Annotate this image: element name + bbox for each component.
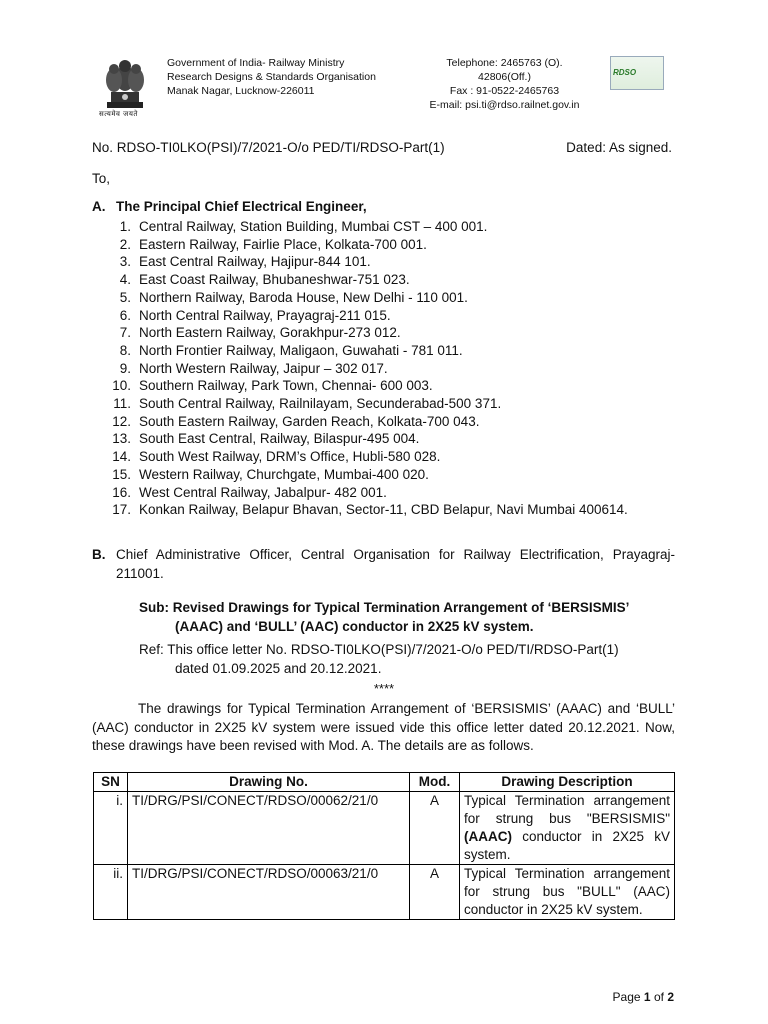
org-line-1: Government of India- Railway Ministry <box>167 57 345 69</box>
list-item-text: North Eastern Railway, Gorakhpur-273 012. <box>139 325 401 341</box>
page-of: of <box>653 990 664 1004</box>
table-row <box>94 865 675 920</box>
list-item <box>100 236 675 254</box>
list-item-number: 1. <box>119 219 131 234</box>
page-number <box>613 990 674 1004</box>
header-description: Drawing Description <box>460 773 675 792</box>
list-item <box>100 484 675 502</box>
list-item-number: 8. <box>119 342 131 358</box>
separator: **** <box>373 681 395 696</box>
list-item-number: 9. <box>119 360 131 376</box>
row-sn: i. <box>94 792 128 865</box>
page-current: 1 <box>643 990 651 1004</box>
list-item-number: 2. <box>119 236 131 252</box>
list-item <box>100 448 675 466</box>
list-item-text: East Central Railway, Hajipur-844 101. <box>139 254 371 270</box>
email: E-mail: psi.ti@rdso.railnet.gov.in <box>429 99 580 111</box>
row-mod: A <box>410 865 460 920</box>
subject-line-2: (AAAC) and ‘BULL’ (AAC) conductor in 2X25 kV system. <box>175 619 534 634</box>
page-label: Page <box>612 990 641 1004</box>
fax: Fax : 91-0522-2465763 <box>449 85 560 97</box>
telephone: Telephone: 2465763 (O). <box>446 57 563 69</box>
letterhead <box>92 52 682 124</box>
row-description-pre: Typical Termination arrangement for strung bus "BULL" (AAC) conductor in 2X25 kV system. <box>464 866 670 917</box>
salutation-to: To, <box>92 171 111 186</box>
body-paragraph: The drawings for Typical Termination Arrangement of ‘BERSISMIS’ (AAAC) and ‘BULL’ (AAC) conductor in 2X25 kV system were issued vide this office letter dated 20.12.2021. Now, these drawings have been revised with Mod. A. The details are as follows. <box>92 701 675 753</box>
list-item-number: 14. <box>112 449 131 465</box>
list-item-number: 12. <box>112 413 131 429</box>
row-description <box>460 792 675 865</box>
list-item-number: 13. <box>112 431 131 447</box>
list-item-number: 4. <box>119 272 131 288</box>
rdso-logo <box>610 56 664 90</box>
list-item-number: 10. <box>112 378 131 394</box>
row-description-post: conductor in 2X25 kV system. <box>464 829 670 862</box>
section-a-title: The Principal Chief Electrical Engineer, <box>116 199 367 214</box>
list-item <box>100 377 675 395</box>
national-emblem-icon <box>97 52 153 122</box>
org-line-2: Research Designs & Standards Organisation <box>167 71 376 83</box>
emblem-motto: सत्यमेव जयते <box>99 110 138 118</box>
section-b-text: Chief Administrative Officer, Central Organisation for Railway Electrification, Prayagraj-211001. <box>116 547 675 581</box>
list-item-number: 17. <box>112 502 131 518</box>
list-item-text: Central Railway, Station Building, Mumbai CST – 400 001. <box>139 219 488 234</box>
list-item-number: 16. <box>112 484 131 500</box>
list-item-text: South Eastern Railway, Garden Reach, Kolkata-700 043. <box>139 413 480 429</box>
section-a-letter: A. <box>92 199 106 214</box>
section-b <box>92 545 675 583</box>
list-item <box>100 253 675 271</box>
row-drawing-no: TI/DRG/PSI/CONECT/RDSO/00063/21/0 <box>128 865 410 920</box>
org-line-3: Manak Nagar, Lucknow-226011 <box>167 85 315 97</box>
subject <box>139 598 677 636</box>
row-description <box>460 865 675 920</box>
logo-text: RDSO <box>613 68 637 77</box>
table-row <box>94 792 675 865</box>
row-sn: ii. <box>94 865 128 920</box>
header-sn: SN <box>94 773 128 792</box>
list-item <box>100 271 675 289</box>
list-item-number: 3. <box>119 254 131 270</box>
list-item-number: 7. <box>119 325 131 341</box>
list-item-text: Konkan Railway, Belapur Bhavan, Sector-11, CBD Belapur, Navi Mumbai 400614. <box>139 502 628 518</box>
list-item-number: 5. <box>119 289 131 305</box>
list-item-text: East Coast Railway, Bhubaneshwar-751 023. <box>139 272 410 288</box>
header-drawing-no: Drawing No. <box>128 773 410 792</box>
row-description-bold: (AAAC) <box>464 829 512 844</box>
list-item-number: 6. <box>119 307 131 323</box>
subject-line-1: Sub: Revised Drawings for Typical Termination Arrangement of ‘BERSISMIS’ <box>139 600 630 615</box>
list-item <box>100 360 675 378</box>
list-item-text: Northern Railway, Baroda House, New Delhi - 110 001. <box>139 289 468 305</box>
row-drawing-no: TI/DRG/PSI/CONECT/RDSO/00062/21/0 <box>128 792 410 865</box>
list-item-number: 15. <box>112 466 131 482</box>
letter-reference-line <box>92 140 672 155</box>
list-item-text: West Central Railway, Jabalpur- 482 001. <box>139 484 387 500</box>
reference <box>139 640 677 678</box>
list-item <box>100 324 675 342</box>
reference-line-2: dated 01.09.2025 and 20.12.2021. <box>175 661 382 676</box>
list-item <box>100 342 675 360</box>
header-mod: Mod. <box>410 773 460 792</box>
drawings-table <box>93 772 675 920</box>
list-item-text: South West Railway, DRM’s Office, Hubli-580 028. <box>139 449 441 465</box>
list-item-text: South East Central, Railway, Bilaspur-495 004. <box>139 431 420 447</box>
telephone-office: 42806(Off.) <box>478 71 531 83</box>
addressee-list <box>100 218 675 519</box>
list-item-text: Eastern Railway, Fairlie Place, Kolkata-700 001. <box>139 236 427 252</box>
list-item <box>100 413 675 431</box>
list-item-number: 11. <box>113 396 131 412</box>
list-item <box>100 466 675 484</box>
list-item-text: North Frontier Railway, Maligaon, Guwahati - 781 011. <box>139 342 463 358</box>
list-item <box>100 501 675 519</box>
list-item-text: North Central Railway, Prayagraj-211 015. <box>139 307 391 323</box>
list-item <box>100 218 675 236</box>
section-b-letter: B. <box>92 547 106 562</box>
list-item <box>100 395 675 413</box>
row-mod: A <box>410 792 460 865</box>
list-item-text: North Western Railway, Jaipur – 302 017. <box>139 360 388 376</box>
list-item-text: Western Railway, Churchgate, Mumbai-400 020. <box>139 466 429 482</box>
list-item-text: Southern Railway, Park Town, Chennai- 600 003. <box>139 378 433 394</box>
letter-number: No. RDSO-TI0LKO(PSI)/7/2021-O/o PED/TI/RDSO-Part(1) <box>92 140 445 155</box>
list-item <box>100 307 675 325</box>
list-item <box>100 289 675 307</box>
list-item <box>100 430 675 448</box>
reference-line-1: Ref: This office letter No. RDSO-TI0LKO(PSI)/7/2021-O/o PED/TI/RDSO-Part(1) <box>139 642 619 657</box>
page-total: 2 <box>667 990 674 1004</box>
row-description-pre: Typical Termination arrangement for strung bus "BERSISMIS" <box>464 793 670 826</box>
organisation-address <box>167 56 376 98</box>
section-a-heading <box>92 199 367 214</box>
list-item-text: South Central Railway, Railnilayam, Secunderabad-500 371. <box>139 396 502 412</box>
letter-date: Dated: As signed. <box>566 140 672 155</box>
contact-details <box>412 56 597 112</box>
table-header-row <box>94 773 675 792</box>
